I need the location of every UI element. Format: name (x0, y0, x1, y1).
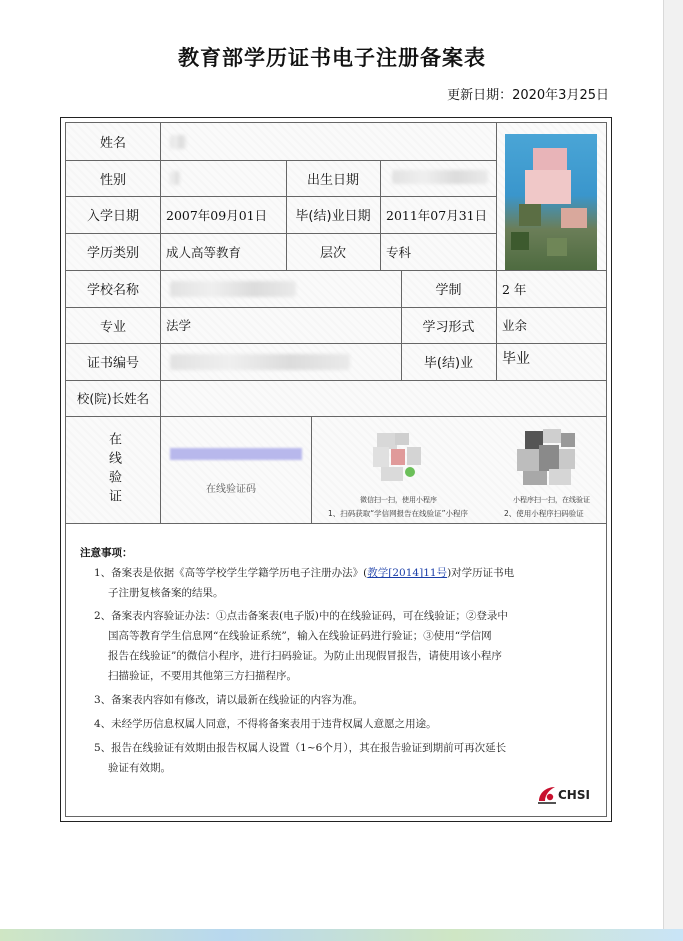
edu-type: 成人高等教育 (166, 244, 242, 260)
label-cert-no: 证书编号 (86, 356, 139, 371)
study-form: 业余 (502, 318, 528, 333)
verify-code-caption: 在线验证码 (206, 484, 256, 495)
label-verify-text: 在线验证 (106, 431, 121, 508)
label-edu-type: 学历类别 (86, 246, 139, 261)
major: 法学 (166, 318, 192, 333)
note-5-b: 验证有效期。 (108, 762, 171, 774)
label-enroll: 入学日期 (86, 209, 139, 224)
policy-link[interactable]: 教学[2014]11号 (367, 567, 448, 579)
label-major: 专业 (99, 319, 126, 335)
label-birth: 出生日期 (306, 172, 359, 188)
note-1-text-b: )对学历证书电 (447, 567, 515, 579)
notes-title: 注意事项： (80, 547, 133, 559)
name-redacted (170, 135, 186, 149)
cert-no-redacted (170, 354, 350, 370)
note-2-b: 国高等教育学生信息网“在线验证系统”，输入在线验证码进行验证；③使用“学信网 (108, 630, 492, 642)
note-1-cont: 子注册复核备案的结果。 (108, 587, 224, 599)
qr1-step-text: 1、扫码获取“学信网报告在线验证”小程序 (328, 509, 469, 518)
note-2-c: 报告在线验证”的微信小程序，进行扫码验证。为防止出现假冒报告，请使用该小程序 (108, 650, 502, 662)
document-title: 教育部学历证书电子注册备案表 (178, 46, 486, 70)
note-3: 3、备案表内容如有修改，请以最新在线验证的内容为准。 (94, 694, 364, 706)
label-gender: 性别 (99, 172, 126, 188)
bottom-status-strip (0, 929, 683, 941)
duration: 2 年 (502, 281, 527, 297)
label-name: 姓名 (99, 136, 126, 151)
note-2-d: 扫描验证，不要用其他第三方扫描程序。 (108, 670, 297, 682)
update-date: 更新日期：2020年3月25日 (447, 88, 609, 103)
chsi-logo-text: CHSI (558, 788, 590, 802)
graduate-date: 2011年07月31日 (386, 207, 488, 223)
label-graduate-date: 毕(结)业日期 (295, 209, 371, 224)
chsi-logo-mark (536, 783, 558, 805)
note-5-a: 5、报告在线验证有效期由报告权属人设置（1~6个月），其在报告验证到期前可再次延长 (94, 742, 507, 754)
birth-redacted (392, 170, 488, 184)
school-redacted (170, 281, 296, 297)
label-study-form: 学习形式 (422, 319, 475, 335)
level: 专科 (386, 244, 412, 260)
record-frame (60, 117, 612, 822)
gender-redacted (170, 171, 180, 185)
label-duration: 学制 (435, 283, 462, 298)
chsi-logo (536, 781, 596, 807)
student-photo (505, 134, 597, 270)
vertical-scrollbar[interactable] (663, 0, 683, 929)
qr-code-miniprogram (373, 433, 423, 483)
note-4: 4、未经学历信息权属人同意，不得将备案表用于违背权属人意愿之用途。 (94, 718, 437, 730)
qr2-scan-text: 小程序扫一扫，在线验证 (513, 496, 590, 504)
note-1 (94, 563, 514, 583)
label-level: 层次 (319, 246, 346, 261)
qr1-scan-text: 微信扫一扫，使用小程序 (360, 496, 437, 504)
grad-status: 毕业 (502, 350, 530, 367)
verify-code-link[interactable] (170, 448, 302, 460)
qr-code-verify (517, 429, 577, 487)
record-table (65, 122, 607, 817)
qr2-step-text: 2、使用小程序扫码验证 (504, 509, 584, 518)
label-president: 校(院)长姓名 (76, 391, 150, 406)
label-verify (66, 416, 160, 523)
info-grid (66, 123, 606, 523)
enroll-date: 2007年09月01日 (166, 207, 268, 223)
note-1-text-a: 1、备案表是依据《高等学校学生学籍学历电子注册办法》( (94, 567, 368, 579)
note-2-a: 2、备案表内容验证办法：①点击备案表(电子版)中的在线验证码，可在线验证；②登录中 (94, 610, 508, 622)
label-grad-status: 毕(结)业 (423, 356, 474, 371)
label-school: 学校名称 (86, 283, 139, 298)
